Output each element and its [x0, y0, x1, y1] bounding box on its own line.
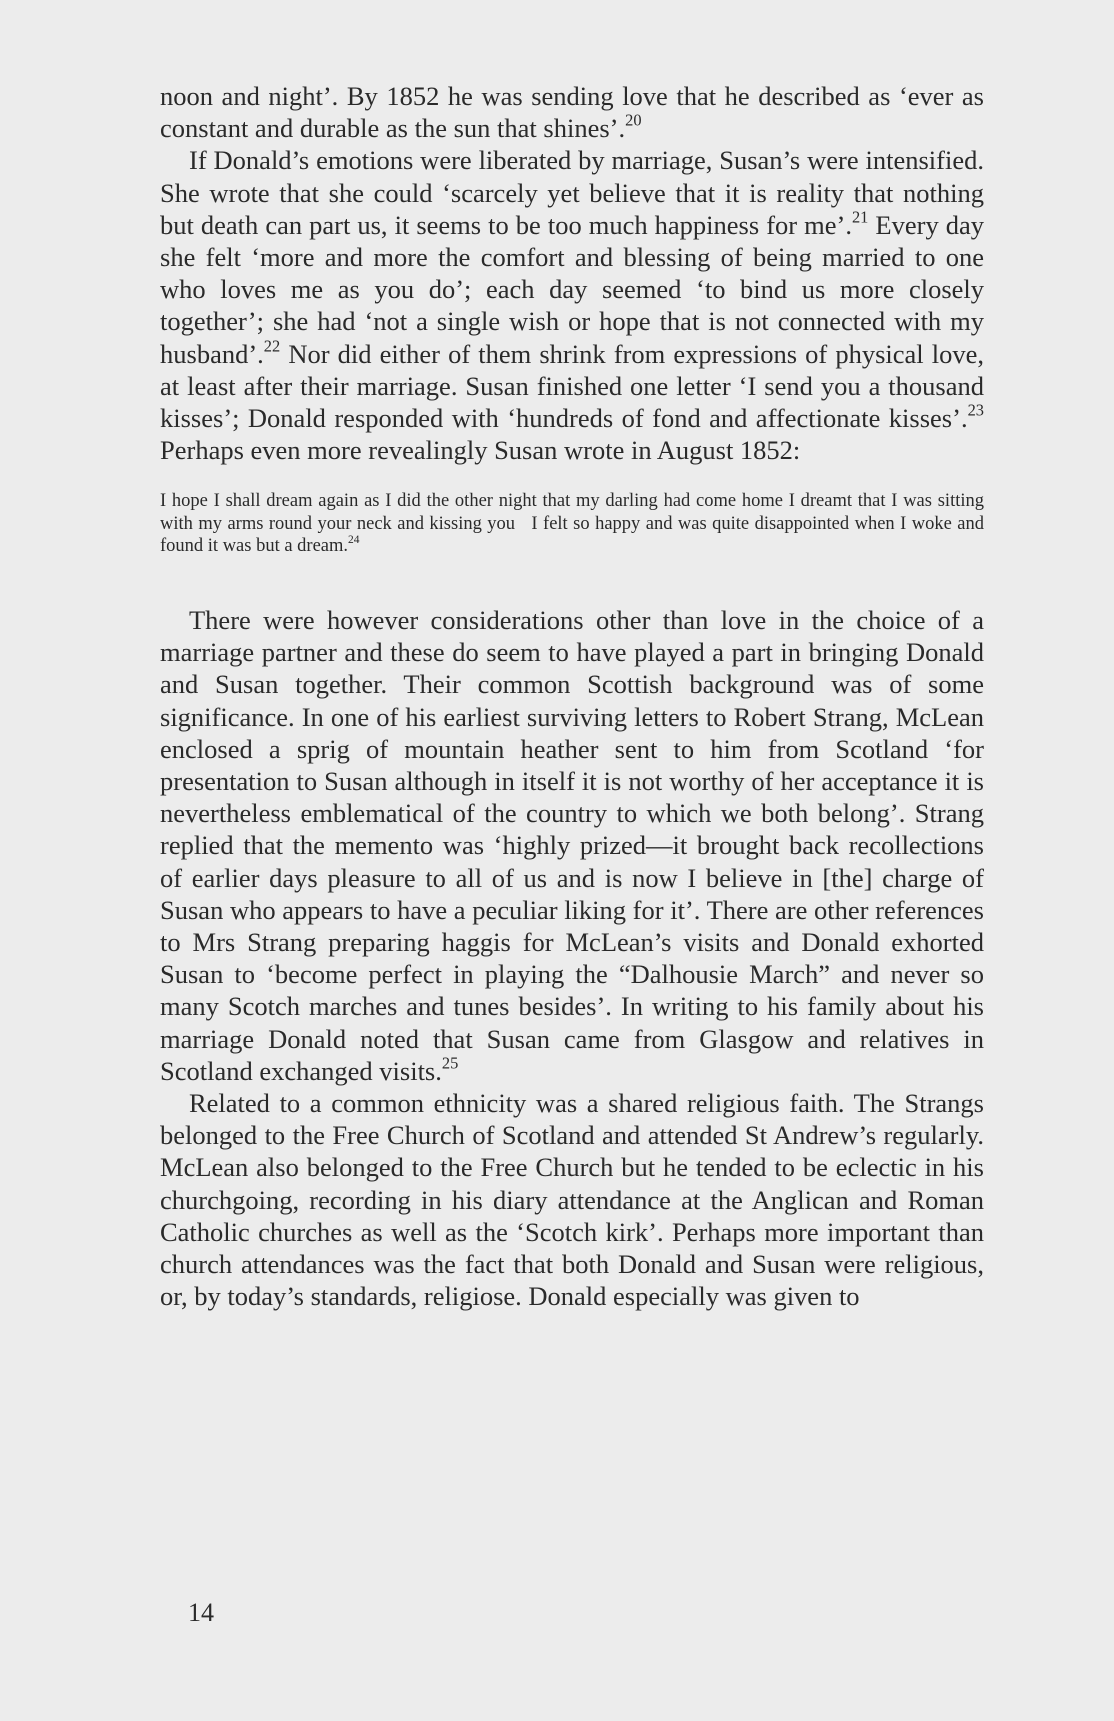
- footnote-ref-20: 20: [625, 110, 642, 130]
- footnote-ref-21: 21: [851, 207, 869, 227]
- footnote-ref-24: 24: [348, 534, 360, 547]
- paragraph-3: [160, 604, 984, 1087]
- text-run: There were however considerations other than love in the choice of a marriage partner and these do seem to have played a part in bringing Donald and Susan together. Their common Scottish background was of some significance. In one of his earliest surviving letters to Robert Strang, McLean enclosed a sprig of mountain heather sent to him from Scotland ‘for presentation to Susan although in itself it is not worthy of her acceptance it is nevertheless emblematical of the country to which we both belong’. Strang replied that the memento was ‘highly prized—it brought back recollections of earlier days pleasure to all of us and is now I believe in [the] charge of Susan who appears to have a peculiar liking for it’. There are other references to Mrs Strang preparing haggis for McLean’s visits and Donald exhorted Susan to ‘become perfect in playing the “Dalhousie March” and never so many Scotch marches and tunes besides’. In writing to his family about his marriage Donald noted that Susan came from Glasgow and relatives in Scotland exchanged visits.: [160, 604, 984, 1086]
- footnote-ref-22: 22: [263, 336, 281, 356]
- paragraph-1: [160, 80, 984, 144]
- text-run: Nor did either of them shrink from expressions of physical love, at least after their marriage. Susan finished one letter ‘I send you a thousand kisses’; Donald responded with ‘hundreds of fond and affectionate kisses’.: [160, 338, 984, 434]
- paragraph-2: [160, 144, 984, 466]
- text-run: If Donald’s emotions were liberated by marriage, Susan’s were intensified. She wrote that she could ‘scarcely yet believe that it is reality that nothing but death can part us, it seems to be too much happiness for me’.: [160, 145, 984, 240]
- paragraph-4: [160, 1087, 984, 1312]
- page-number: 14: [188, 1598, 214, 1627]
- footnote-ref-25: 25: [441, 1053, 459, 1073]
- text-run: noon and night’. By 1852 he was sending love that he described as ‘ever as constant and durable as the sun that shines’.: [160, 81, 984, 144]
- footnote-ref-23: 23: [967, 400, 984, 420]
- quote-text: I hope I shall dream again as I did the other night that my darling had come home I dreamt that I was sitting with my arms round your neck and kissing you I felt so happy and was quite disappointed when I woke and found it was but a dream.: [160, 491, 989, 557]
- block-quote: [160, 490, 989, 558]
- text-run: Related to a common ethnicity was a shared religious faith. The Strangs belonged to the Free Church of Scotland and attended St Andrew’s regularly. McLean also belonged to the Free Church but he tended to be eclectic in his churchgoing, recording in his diary attendance at the Anglican and Roman Catholic churches as well as the ‘Scotch kirk’. Perhaps more important than church attendances was the fact that both Donald and Susan were religious, or, by today’s standards, religiose. Donald especially was given to: [160, 1087, 984, 1312]
- text-run: Every day she felt ‘more and more the comfort and blessing of being married to one who loves me as you do’; each day seemed ‘to bind us more closely together’; she had ‘not a single wish or hope that is not connected with my husband’.: [160, 209, 984, 369]
- body-text: [160, 80, 989, 1312]
- text-run: Perhaps even more revealingly Susan wrote in August 1852:: [160, 435, 801, 466]
